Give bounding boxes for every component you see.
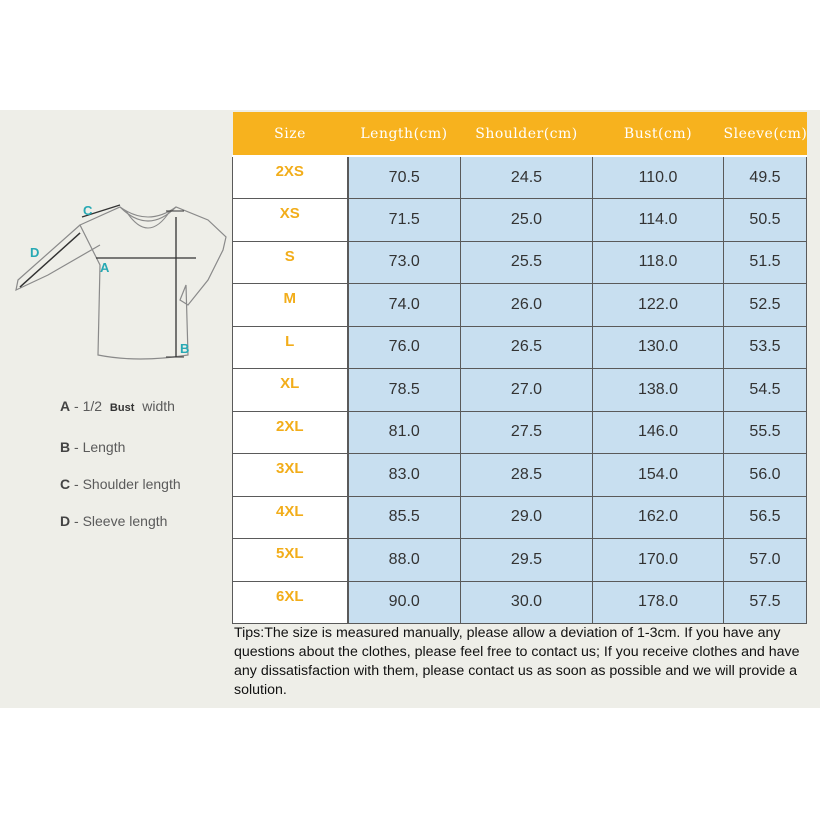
measurement-cell: 90.0 <box>348 581 461 624</box>
legend-key: B <box>60 439 71 455</box>
size-label-cell: 6XL <box>233 581 348 624</box>
table-row <box>233 581 807 624</box>
shirt-diagram <box>8 195 238 375</box>
column-header: Size <box>233 112 348 156</box>
legend-text: - Shoulder length <box>70 476 181 492</box>
measurement-cell: 114.0 <box>593 199 724 242</box>
measurement-cell: 57.5 <box>724 581 807 624</box>
measurement-cell: 50.5 <box>724 199 807 242</box>
size-label-cell: XL <box>233 369 348 412</box>
size-table <box>232 112 807 624</box>
size-label-cell: 3XL <box>233 454 348 497</box>
diagram-label-b: B <box>180 341 190 356</box>
measurement-cell: 56.5 <box>724 496 807 539</box>
table-row <box>233 369 807 412</box>
table-row <box>233 496 807 539</box>
diagram-label-a: A <box>100 260 110 275</box>
measurement-cell: 130.0 <box>593 326 724 369</box>
size-label-cell: M <box>233 284 348 327</box>
size-label-cell: 4XL <box>233 496 348 539</box>
measurement-cell: 178.0 <box>593 581 724 624</box>
measurement-cell: 74.0 <box>348 284 461 327</box>
tips-text: Tips:The size is measured manually, please allow a deviation of 1-3cm. If you have any questions about the clothes, please feel free to contact us; If you receive clothes and have any dissatisfaction with them, please contact us as soon as possible and we will provide a solution. <box>234 625 800 698</box>
size-label-cell: S <box>233 241 348 284</box>
legend-item-a <box>60 398 175 414</box>
legend-text: - Sleeve length <box>70 513 168 529</box>
measurement-cell: 27.5 <box>461 411 593 454</box>
size-table-wrapper <box>232 112 806 624</box>
measurement-cell: 26.0 <box>461 284 593 327</box>
measurement-cell: 83.0 <box>348 454 461 497</box>
measurement-cell: 29.0 <box>461 496 593 539</box>
measurement-cell: 81.0 <box>348 411 461 454</box>
measurement-cell: 76.0 <box>348 326 461 369</box>
legend-text: width <box>142 398 175 414</box>
size-label-cell: 5XL <box>233 539 348 582</box>
measurement-cell: 51.5 <box>724 241 807 284</box>
measurement-cell: 138.0 <box>593 369 724 412</box>
legend-key: D <box>60 513 71 529</box>
legend-item-d <box>60 513 167 529</box>
diagram-label-c: C <box>83 203 93 218</box>
table-row <box>233 326 807 369</box>
measurement-cell: 49.5 <box>724 156 807 199</box>
size-label-cell: XS <box>233 199 348 242</box>
measurement-cell: 122.0 <box>593 284 724 327</box>
column-header: Length(cm) <box>348 112 461 156</box>
measurement-cell: 29.5 <box>461 539 593 582</box>
column-header: Bust(cm) <box>593 112 724 156</box>
measurement-cell: 88.0 <box>348 539 461 582</box>
legend-key: C <box>60 476 71 492</box>
table-row <box>233 199 807 242</box>
table-row <box>233 241 807 284</box>
measurement-cell: 154.0 <box>593 454 724 497</box>
legend-text: - Length <box>70 439 126 455</box>
measurement-cell: 118.0 <box>593 241 724 284</box>
measurement-cell: 53.5 <box>724 326 807 369</box>
measurement-cell: 110.0 <box>593 156 724 199</box>
measurement-cell: 28.5 <box>461 454 593 497</box>
size-label-cell: L <box>233 326 348 369</box>
measurement-cell: 70.5 <box>348 156 461 199</box>
measurement-cell: 170.0 <box>593 539 724 582</box>
size-label-cell: 2XL <box>233 411 348 454</box>
column-header: Sleeve(cm) <box>724 112 807 156</box>
measurement-cell: 30.0 <box>461 581 593 624</box>
measurement-cell: 56.0 <box>724 454 807 497</box>
table-row <box>233 539 807 582</box>
measurement-cell: 25.0 <box>461 199 593 242</box>
table-row <box>233 284 807 327</box>
legend-item-b <box>60 439 125 455</box>
shirt-outline-icon <box>8 195 238 375</box>
table-header-row <box>233 112 807 156</box>
legend-text: - 1/2 <box>70 398 103 414</box>
measurement-cell: 78.5 <box>348 369 461 412</box>
measurement-cell: 27.0 <box>461 369 593 412</box>
measurement-cell: 24.5 <box>461 156 593 199</box>
measurement-cell: 85.5 <box>348 496 461 539</box>
measurement-cell: 25.5 <box>461 241 593 284</box>
measurement-cell: 54.5 <box>724 369 807 412</box>
table-body <box>233 156 807 624</box>
measurement-cell: 26.5 <box>461 326 593 369</box>
table-row <box>233 156 807 199</box>
column-header: Shoulder(cm) <box>461 112 593 156</box>
measurement-cell: 55.5 <box>724 411 807 454</box>
legend-item-c <box>60 476 181 492</box>
measurement-cell: 52.5 <box>724 284 807 327</box>
table-row <box>233 454 807 497</box>
measurement-cell: 73.0 <box>348 241 461 284</box>
size-label-cell: 2XS <box>233 156 348 199</box>
measurement-cell: 71.5 <box>348 199 461 242</box>
legend-key: A <box>60 398 71 414</box>
measurement-cell: 162.0 <box>593 496 724 539</box>
measurement-cell: 146.0 <box>593 411 724 454</box>
diagram-label-d: D <box>30 245 40 260</box>
legend-bust-word: Bust <box>109 402 135 414</box>
measurement-cell: 57.0 <box>724 539 807 582</box>
table-row <box>233 411 807 454</box>
